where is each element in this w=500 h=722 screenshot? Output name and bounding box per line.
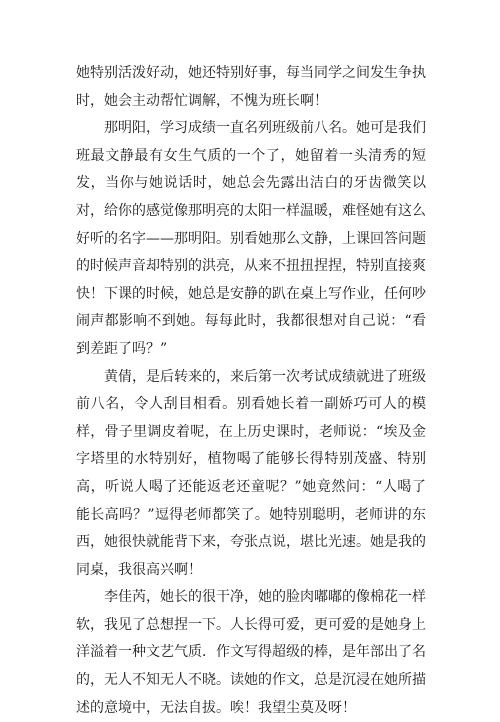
paragraph-huang-qian: 黄倩，是后转来的，来后第一次考试成绩就进了班级前八名，令人刮目相看。别看她长着一副娇巧可人的模样，骨子里调皮着呢，在上历史课时，老师说：“埃及金字塔里的水特别好，植物喝了能够长得特别茂盛、特别高，听说人喝了还能返老还童呢？”她竟然问：“人喝了能长高吗？”逗得老师都笑了。她特别聪明，老师讲的东西，她很快就能背下来，夸张点说，堪比光速。她是我的同桌，我很高兴啊！: [76, 368, 426, 578]
paragraph-class-monitor-ending: 她特别活泼好动，她还特别好事，每当同学之间发生争执时，她会主动帮忙调解，不愧为班长啊！: [76, 65, 426, 109]
document-body: [76, 60, 426, 722]
paragraph-li-jiarui: 李佳芮，她长的很干净，她的脸肉嘟嘟的像棉花一样软，我见了总想捏一下。人长得可爱，更可爱的是她身上洋溢着一种文艺气质．作文写得超级的棒，是年部出了名的，无人不知无人不晓。读她的作文，总是沉浸在她所描述的意境中，无法自拔。唉！我望尘莫及呀！: [76, 589, 426, 716]
paragraph-na-mingyang: 那明阳，学习成绩一直名列班级前八名。她可是我们班最文静最有女生气质的一个了，她留着一头清秀的短发，当你与她说话时，她总会先露出洁白的牙齿微笑以对，给你的感觉像那明亮的太阳一样温暖，难怪她有这么好听的名字——那明阳。别看她那么文静，上课回答问题的时候声音却特别的洪亮，从来不扭扭捏捏，特别直接爽快！下课的时候，她总是安静的趴在桌上写作业，任何吵闹声都影响不到她。每每此时，我都很想对自己说：“看到差距了吗？”: [76, 120, 426, 357]
